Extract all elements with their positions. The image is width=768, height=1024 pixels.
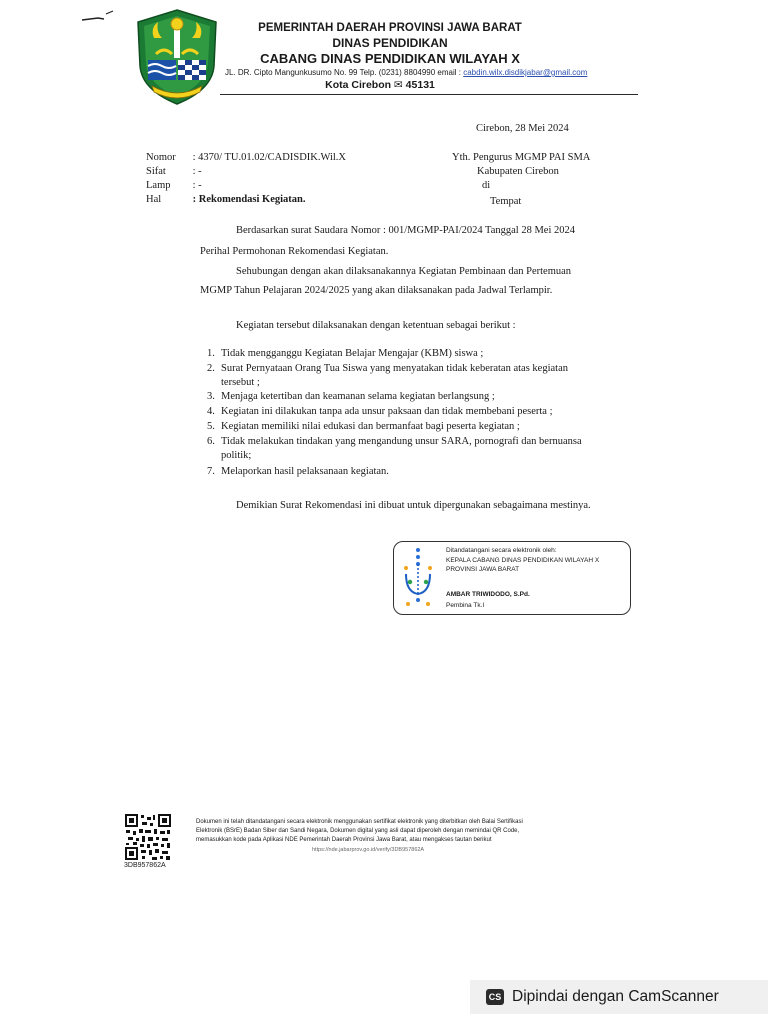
list-number: 1. — [207, 348, 215, 359]
camscanner-icon: CS — [486, 989, 504, 1005]
letterhead-address — [225, 68, 635, 77]
letterhead-line-3: CABANG DINAS PENDIDIKAN WILAYAH X — [260, 51, 520, 66]
list-text-cont: tersebut ; — [221, 377, 260, 388]
letterhead-line-1: PEMERINTAH DAERAH PROVINSI JAWA BARAT — [258, 22, 522, 34]
meta-label: Hal — [146, 194, 162, 205]
letterhead-line-2: DINAS PENDIDIKAN — [332, 36, 448, 50]
list-item — [207, 465, 627, 479]
recipient-line-3: di — [482, 180, 491, 191]
footer-line-1: Dokumen ini telah ditandatangani secara elektronik menggunakan sertifikat elektronik yang diterbitkan oleh Balai Sertifikasi — [196, 819, 523, 825]
list-text-cont: politik; — [221, 450, 252, 461]
meta-label: Lamp — [146, 180, 171, 191]
pen-mark — [80, 8, 116, 26]
paragraph-2-line-1: Sehubungan dengan akan dilaksanakannya Kegiatan Pembinaan dan Pertemuan — [236, 266, 572, 277]
meta-value: : - — [192, 166, 202, 177]
signature-line-3: PROVINSI JAWA BARAT — [446, 566, 520, 573]
list-text: Menjaga ketertiban dan keamanan selama kegiatan berlangsung ; — [221, 391, 495, 402]
signature-line-2: KEPALA CABANG DINAS PENDIDIKAN WILAYAH X — [446, 557, 600, 564]
list-text: Tidak melakukan tindakan yang mengandung unsur SARA, pornografi dan bernuansa — [221, 436, 582, 447]
footer-line-2: Elektronik (BSrE) Badan Siber dan Sandi Negara, Dokumen digital yang asli dapat diperoleh dengan memindai QR Code, — [196, 828, 520, 834]
paragraph-1-line-1: Berdasarkan surat Saudara Nomor : 001/MGMP-PAI/2024 Tanggal 28 Mei 2024 — [236, 225, 576, 236]
meta-row-sifat — [146, 166, 202, 177]
meta-label: Nomor — [146, 152, 176, 163]
meta-row-hal — [146, 194, 306, 205]
list-item — [207, 390, 627, 404]
qr-code-label: 3DB957862A — [124, 862, 166, 869]
list-number: 6. — [207, 436, 215, 447]
list-text: Kegiatan ini dilakukan tanpa ada unsur paksaan dan tidak membebani peserta ; — [221, 406, 553, 417]
meta-row-nomor — [146, 152, 346, 163]
list-text: Melaporkan hasil pelaksanaan kegiatan. — [221, 466, 389, 477]
bsre-signature-icon — [400, 546, 436, 608]
camscanner-badge — [470, 980, 768, 1014]
paragraph-2-line-2: MGMP Tahun Pelajaran 2024/2025 yang akan dilaksanakan pada Jadwal Terlampir. — [200, 285, 553, 296]
list-number: 4. — [207, 406, 215, 417]
email-link[interactable]: cabdin.wilx.disdikjabar@gmail.com — [463, 68, 588, 77]
list-text: Tidak mengganggu Kegiatan Belajar Mengajar (KBM) siswa ; — [221, 348, 484, 359]
recipient-line-4: Tempat — [490, 196, 522, 207]
list-text: Kegiatan memiliki nilai edukasi dan bermanfaat bagi peserta kegiatan ; — [221, 421, 520, 432]
list-item — [207, 420, 627, 434]
jawa-barat-logo — [134, 8, 220, 106]
letter-date: Cirebon, 28 Mei 2024 — [476, 123, 569, 134]
meta-row-lamp — [146, 180, 202, 191]
meta-value: : Rekomendasi Kegiatan. — [192, 194, 306, 205]
meta-value: : 4370/ TU.01.02/CADISDIK.Wil.X — [192, 152, 347, 163]
recipient-line-1: Yth. Pengurus MGMP PAI SMA — [452, 152, 591, 163]
list-item — [207, 405, 627, 419]
footer-line-3: memasukkan kode pada Aplikasi NDE Pemerintah Daerah Provinsi Jawa Barat, atau mengakses tautan berikut — [196, 837, 492, 843]
paragraph-1-line-2: Perihal Permohonan Rekomendasi Kegiatan. — [200, 246, 389, 257]
list-number: 3. — [207, 391, 215, 402]
meta-label: Sifat — [146, 166, 166, 177]
list-text: Surat Pernyataan Orang Tua Siswa yang menyatakan tidak keberatan atas kegiatan — [221, 363, 568, 374]
list-item — [207, 362, 627, 390]
list-item — [207, 347, 627, 361]
signature-line-1: Ditandatangani secara elektronik oleh: — [446, 547, 557, 554]
signature-name: AMBAR TRIWIDODO, S.Pd. — [446, 591, 530, 598]
address-text: JL. DR. Cipto Mangunkusumo No. 99 Telp. (0231) 8804990 email : — [225, 68, 461, 77]
list-number: 5. — [207, 421, 215, 432]
recipient-line-2: Kabupaten Cirebon — [477, 166, 559, 177]
list-item — [207, 435, 627, 463]
list-number: 7. — [207, 466, 215, 477]
paragraph-3: Kegiatan tersebut dilaksanakan dengan ketentuan sebagai berikut : — [236, 320, 516, 331]
footer-verify-link[interactable]: https://nde.jabarprov.go.id/verify/3DB957862A — [312, 847, 425, 853]
closing-paragraph: Demikian Surat Rekomendasi ini dibuat untuk dipergunakan sebagaimana mestinya. — [236, 500, 591, 511]
qr-code — [124, 813, 172, 861]
signature-rank: Pembina Tk.I — [446, 602, 485, 609]
letterhead-city-postal: Kota Cirebon ✉ 45131 — [325, 79, 435, 91]
letterhead-divider — [220, 94, 638, 95]
meta-value: : - — [192, 180, 202, 191]
camscanner-label: Dipindai dengan CamScanner — [512, 988, 719, 1005]
list-number: 2. — [207, 363, 215, 374]
